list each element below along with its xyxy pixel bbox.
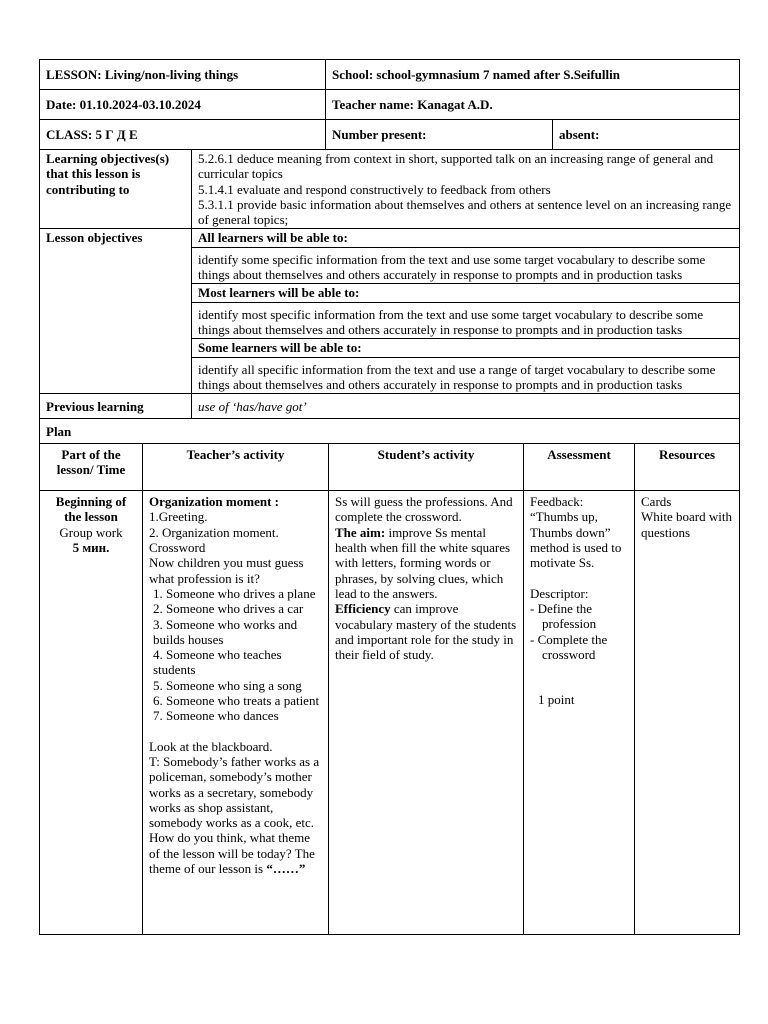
- most-learners-heading: Most learners will be able to:: [192, 284, 740, 302]
- lesson-title: LESSON: Living/non-living things: [40, 60, 326, 90]
- objective-item: 5.2.6.1 deduce meaning from context in short, supported talk on an increasing range of general and curricular topics: [198, 151, 714, 182]
- student-activity-line: Ss will guess the professions. And complete the crossword.: [335, 494, 513, 525]
- assessment-line: “Thumbs up, Thumbs down” method is used to motivate Ss.: [530, 509, 622, 571]
- teacher-activity-line: 2. Organization moment.: [149, 524, 279, 540]
- lesson-part-time: 5 мин.: [72, 540, 110, 556]
- assessment-line: Feedback:: [530, 494, 584, 510]
- column-header-assessment: Assessment: [524, 444, 635, 491]
- number-absent: absent:: [553, 120, 740, 150]
- profession-clue-list: [149, 586, 322, 724]
- plan-title: Plan: [40, 419, 740, 444]
- some-learners-text: identify all specific information from the text and use a range of target vocabulary to describe some things about themselves and others accurately in response to prompts and in production tasks: [192, 357, 740, 394]
- teacher-activity-paragraph: T: Somebody’s father works as a policeman, somebody’s mother works as a secretary, somebody works as shop assistant, somebody works as a cook, etc. How do you think, what theme of the lesson will be today? The theme of our lesson is: [149, 753, 320, 876]
- column-header-resources: Resources: [635, 444, 740, 491]
- lesson-plan-document: [39, 59, 739, 935]
- objective-item: 5.3.1.1 provide basic information about themselves and others at sentence level on an increasing range of general topics;: [198, 196, 732, 228]
- profession-clue: 4. Someone who teaches students: [153, 647, 282, 678]
- most-learners-text: identify most specific information from the text and use some target vocabulary to describe some things about themselves and others accurately in response to prompts and in production tasks: [192, 302, 740, 339]
- some-learners-heading: Some learners will be able to:: [192, 339, 740, 357]
- teacher-activity-line: Crossword: [149, 540, 206, 556]
- plan-table: [39, 443, 740, 935]
- teacher-activity-line: Look at the blackboard.: [149, 738, 273, 754]
- profession-clue: 6. Someone who treats a patient: [153, 693, 320, 709]
- resource-item: Cards: [641, 494, 672, 510]
- teacher-activity-cell: [143, 491, 329, 935]
- descriptor-item: - Define the profession: [530, 600, 597, 632]
- efficiency-heading: Efficiency: [335, 601, 391, 617]
- student-activity-cell: [329, 491, 524, 935]
- profession-clue: 2. Someone who drives a car: [153, 601, 304, 617]
- efficiency-text: can improve vocabulary mastery of the students and important role for the study in their field of study.: [335, 601, 517, 663]
- teacher-activity-line: Now children you must guess what profession is it?: [149, 555, 304, 586]
- objectives-table: [39, 149, 740, 444]
- teacher-activity-line: 1.Greeting.: [149, 509, 208, 525]
- number-present: Number present:: [326, 120, 553, 150]
- all-learners-heading: All learners will be able to:: [192, 229, 740, 247]
- lesson-date: Date: 01.10.2024-03.10.2024: [40, 90, 326, 120]
- lesson-part-mode: Group work: [59, 524, 123, 540]
- descriptor-item: - Complete the crossword: [530, 631, 608, 662]
- lesson-part-title: Beginning of the lesson: [55, 494, 127, 525]
- lesson-part-cell: [40, 491, 143, 935]
- aim-heading: The aim:: [335, 524, 386, 540]
- profession-clue: 5. Someone who sing a song: [153, 677, 302, 693]
- learning-objectives-label: Learning objectives(s) that this lesson is contributing to: [40, 150, 192, 229]
- school-name: School: school-gymnasium 7 named after S.Seifullin: [326, 60, 740, 90]
- class-name: CLASS: 5 Г Д Е: [40, 120, 326, 150]
- descriptor-heading: Descriptor:: [530, 585, 589, 601]
- column-header-part: Part of the lesson/ Time: [40, 444, 143, 491]
- lesson-objectives-label: Lesson objectives: [40, 229, 192, 394]
- resource-item: White board with questions: [641, 509, 732, 540]
- column-header-student: Student’s activity: [329, 444, 524, 491]
- learning-objectives-list: [192, 150, 740, 229]
- profession-clue: 7. Someone who dances: [153, 708, 279, 724]
- previous-learning-label: Previous learning: [40, 394, 192, 419]
- teacher-activity-heading: Organization moment :: [149, 494, 279, 510]
- resources-cell: [635, 491, 740, 935]
- all-learners-text: identify some specific information from the text and use some target vocabulary to describe some things about themselves and others accurately in response to prompts and in production tasks: [192, 247, 740, 284]
- assessment-points: 1 point: [538, 692, 575, 708]
- previous-learning-value: use of ‘has/have got’: [192, 394, 740, 419]
- lesson-theme-placeholder: “……”: [266, 860, 306, 876]
- aim-text: improve Ss mental health when fill the white squares with letters, forming words or phrases, by solving clues, which lead to the answers.: [335, 524, 511, 601]
- teacher-name: Teacher name: Kanagat A.D.: [326, 90, 740, 120]
- header-table: [39, 59, 740, 150]
- profession-clue: 1. Someone who drives a plane: [153, 585, 316, 601]
- objective-item: 5.1.4.1 evaluate and respond constructively to feedback from others: [198, 181, 551, 197]
- profession-clue: 3. Someone who works and builds houses: [153, 616, 298, 647]
- column-header-teacher: Teacher’s activity: [143, 444, 329, 491]
- assessment-cell: [524, 491, 635, 935]
